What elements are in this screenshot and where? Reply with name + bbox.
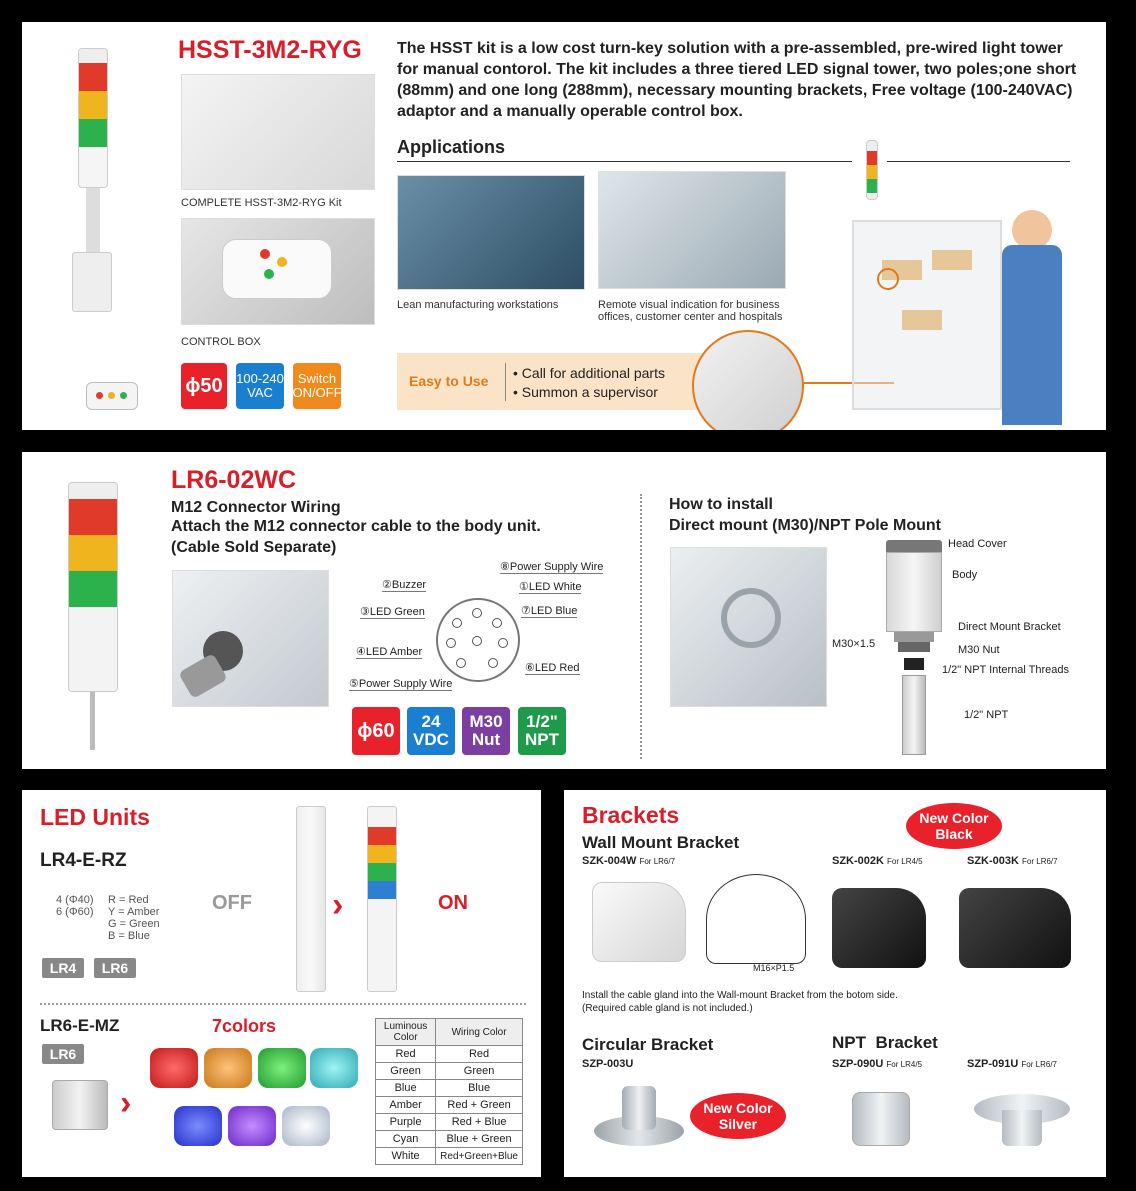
lr6-tower-image bbox=[68, 482, 118, 752]
black-bracket-2 bbox=[959, 888, 1071, 968]
circular-bracket-image bbox=[594, 1080, 684, 1152]
control-caption: CONTROL BOX bbox=[181, 336, 261, 348]
color-code-2: Y = Amber bbox=[108, 906, 160, 918]
applications-rule bbox=[397, 161, 852, 162]
bracket-note-2: (Required cable gland is not included.) bbox=[582, 1003, 753, 1014]
kit-caption: COMPLETE HSST-3M2-RYG Kit bbox=[181, 197, 342, 209]
tag-lr6-2: LR6 bbox=[42, 1044, 84, 1064]
color-table bbox=[375, 1018, 523, 1165]
hsst-description: The HSST kit is a low cost turn-key solution with a pre-assembled, pre-wired light tower for manual contorol. The kit includes a three tiered LED signal tower, two poles;one short (88mm) and one long (288mm), necessary mounting brackets, Free voltage (100-240VAC) adaptor and a manually operable control box. bbox=[397, 40, 1077, 120]
control-box-image bbox=[181, 218, 375, 325]
npt-label: 1/2" NPT bbox=[964, 709, 1009, 721]
npt-internal-label: 1/2" NPT Internal Threads bbox=[942, 664, 1070, 676]
color-unit-cyan bbox=[310, 1048, 358, 1088]
pin-4-label: ④LED Amber bbox=[356, 646, 423, 658]
pin-7-label: ⑦LED Blue bbox=[521, 605, 578, 617]
bracket-label: Direct Mount Bracket bbox=[958, 621, 1061, 633]
table-row: Green Green bbox=[376, 1063, 523, 1080]
voltage-badge: 100-240 VAC bbox=[236, 363, 284, 409]
phi60-badge: ϕ60 bbox=[352, 707, 400, 755]
pin-5-label: ⑤Power Supply Wire bbox=[349, 678, 453, 690]
off-label: OFF bbox=[212, 892, 252, 914]
table-row: Purple Red + Blue bbox=[376, 1114, 523, 1131]
switch-badge: Switch ON/OFF bbox=[293, 363, 341, 409]
bullet-1: • Call for additional parts bbox=[513, 365, 665, 381]
tag-lr4: LR4 bbox=[42, 958, 84, 978]
m12-pin-diagram bbox=[436, 598, 520, 682]
workstation-illustration bbox=[842, 140, 1092, 430]
color-unit-amber bbox=[204, 1048, 252, 1088]
seven-colors-label: 7colors bbox=[212, 1016, 277, 1036]
color-unit-blue bbox=[174, 1106, 222, 1146]
szk003k-label: SZK-003K For LR6/7 bbox=[967, 855, 1058, 867]
arrow-icon-2: › bbox=[120, 1084, 132, 1122]
table-row: Amber Red + Green bbox=[376, 1097, 523, 1114]
color-code-3: G = Green bbox=[108, 918, 160, 930]
npt-bracket-large-image bbox=[974, 1084, 1070, 1150]
szp090u-label: SZP-090U For LR4/5 bbox=[832, 1058, 922, 1070]
lr6-panel bbox=[22, 452, 1106, 769]
m16-label: M16×P1.5 bbox=[753, 963, 795, 973]
easy-to-use-label: Easy to Use bbox=[409, 373, 489, 389]
head-cover-label: Head Cover bbox=[948, 538, 1007, 550]
hand-pressing-circle bbox=[692, 330, 804, 430]
color-unit-green bbox=[258, 1048, 306, 1088]
app1-caption: Lean manufacturing workstations bbox=[397, 299, 559, 311]
black-bracket-1 bbox=[832, 888, 926, 968]
pin-1-label: ①LED White bbox=[519, 581, 582, 593]
easy-to-use-box bbox=[397, 353, 707, 410]
m30-label: M30×1.5 bbox=[832, 638, 876, 650]
phi50-badge: ϕ50 bbox=[181, 363, 227, 409]
tag-lr6: LR6 bbox=[94, 958, 136, 978]
led-unit-image bbox=[52, 1080, 108, 1130]
color-code-4: B = Blue bbox=[108, 930, 150, 942]
brackets-title: Brackets bbox=[582, 802, 680, 828]
body-label: Body bbox=[952, 569, 978, 581]
table-row: Blue Blue bbox=[376, 1080, 523, 1097]
led-model-2: LR6-E-MZ bbox=[40, 1016, 120, 1035]
new-color-silver-badge: New Color Silver bbox=[690, 1093, 786, 1139]
color-unit-red bbox=[150, 1048, 198, 1088]
npt-badge: 1/2" NPT bbox=[518, 707, 566, 755]
size-code-1: 4 (Φ40) bbox=[56, 894, 94, 906]
pin-2-label: ②Buzzer bbox=[382, 579, 427, 591]
on-tower bbox=[367, 806, 397, 992]
hsst-kit-image bbox=[181, 74, 375, 190]
arrow-icon: › bbox=[332, 886, 344, 924]
szk002k-label: SZK-002K For LR4/5 bbox=[832, 855, 923, 867]
pin-8-label: ⑧Power Supply Wire bbox=[500, 561, 604, 573]
table-header: Wiring Color bbox=[436, 1019, 523, 1046]
table-row: Cyan Blue + Green bbox=[376, 1131, 523, 1148]
lr6-subtitle-3: (Cable Sold Separate) bbox=[171, 539, 337, 556]
m30-nut-label: M30 Nut bbox=[958, 644, 1000, 656]
applications-heading: Applications bbox=[397, 137, 506, 157]
table-row: Red Red bbox=[376, 1046, 523, 1063]
table-header: Luminous Color bbox=[376, 1019, 436, 1046]
szk004w-label: SZK-004W For LR6/7 bbox=[582, 855, 676, 867]
lr6-subtitle-2: Attach the M12 connector cable to the body unit. bbox=[171, 518, 541, 535]
table-row: White Red+Green+Blue bbox=[376, 1148, 523, 1165]
wall-bracket-white-image bbox=[592, 882, 686, 962]
new-color-black-badge: New Color Black bbox=[906, 803, 1002, 849]
bracket-note-1: Install the cable gland into the Wall-mount Bracket from the botom side. bbox=[582, 990, 898, 1001]
m30-nut-badge: M30 Nut bbox=[462, 707, 510, 755]
color-code-1: R = Red bbox=[108, 894, 149, 906]
wall-bracket-drawing bbox=[706, 874, 806, 964]
wall-title: Wall Mount Bracket bbox=[582, 833, 740, 852]
install-heading-1: How to install bbox=[669, 496, 773, 513]
szp091u-label: SZP-091U For LR6/7 bbox=[967, 1058, 1057, 1070]
bullet-2: • Summon a supervisor bbox=[513, 384, 658, 400]
npt-bracket-small-image bbox=[852, 1092, 910, 1146]
app2-caption: Remote visual indication for business offices, customer center and hospitals bbox=[598, 299, 783, 323]
brackets-panel bbox=[564, 790, 1106, 1177]
led-panel bbox=[22, 790, 541, 1177]
color-unit-white bbox=[282, 1106, 330, 1146]
hsst-tower-image bbox=[72, 42, 132, 430]
led-title: LED Units bbox=[40, 804, 150, 830]
szp003u-label: SZP-003U bbox=[582, 1058, 634, 1070]
m12-connector-photo bbox=[172, 570, 329, 707]
office-photo bbox=[598, 171, 786, 289]
24vdc-badge: 24 VDC bbox=[407, 707, 455, 755]
pin-3-label: ③LED Green bbox=[360, 606, 425, 618]
circular-title: Circular Bracket bbox=[582, 1035, 714, 1054]
manufacturing-photo bbox=[397, 175, 585, 290]
install-photo bbox=[670, 547, 827, 707]
lr6-subtitle-1: M12 Connector Wiring bbox=[171, 499, 341, 516]
easy-divider bbox=[505, 363, 506, 401]
hsst-panel bbox=[22, 22, 1106, 430]
lr6-divider bbox=[640, 494, 642, 759]
pin-6-label: ⑥LED Red bbox=[525, 662, 580, 674]
led-model: LR4-E-RZ bbox=[40, 850, 127, 871]
on-label: ON bbox=[438, 892, 468, 914]
install-heading-2: Direct mount (M30)/NPT Pole Mount bbox=[669, 517, 941, 534]
size-code-2: 6 (Φ60) bbox=[56, 906, 94, 918]
led-divider bbox=[40, 1003, 526, 1005]
lr6-title: LR6-02WC bbox=[171, 466, 297, 494]
color-unit-purple bbox=[228, 1106, 276, 1146]
off-tower bbox=[296, 806, 326, 992]
hsst-title: HSST-3M2-RYG bbox=[178, 36, 362, 64]
npt-title: NPT Bracket bbox=[832, 1033, 938, 1052]
